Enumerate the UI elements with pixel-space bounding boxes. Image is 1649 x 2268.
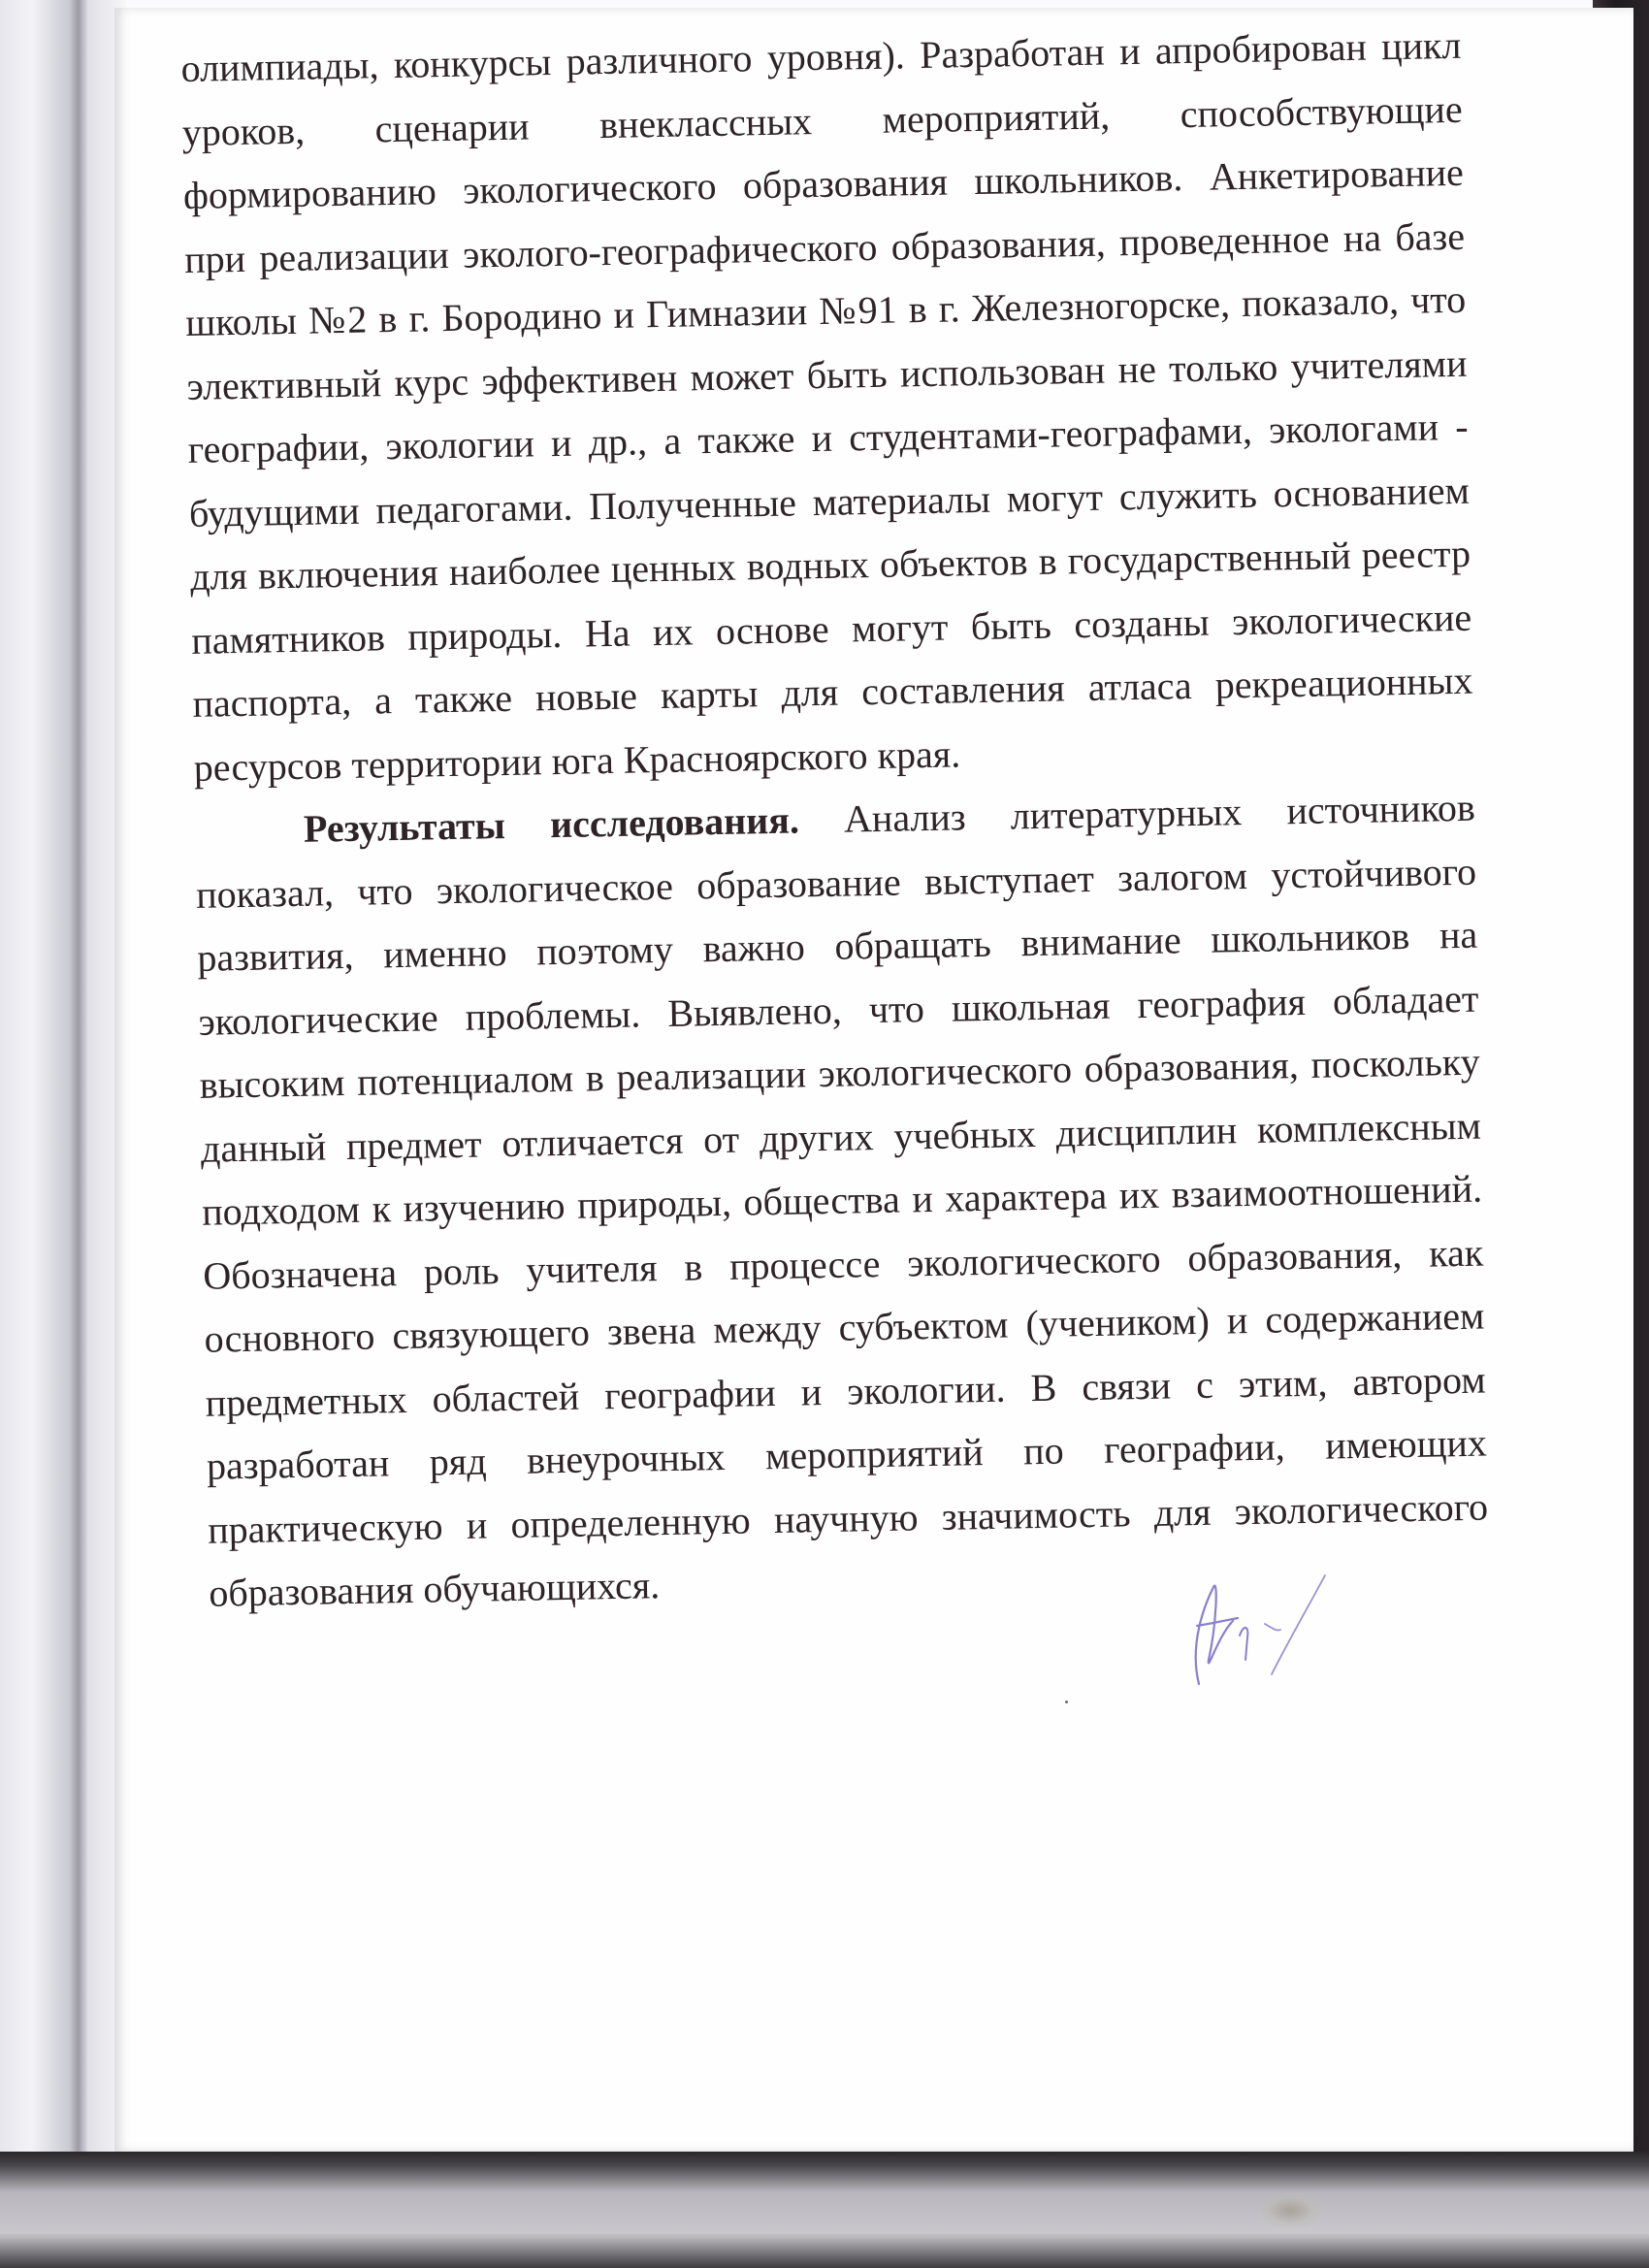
body-text xyxy=(180,14,1490,1625)
paragraph-continuation: олимпиады, конкурсы различного уровня). Разработан и апробирован цикл уроков, сценарии внеклассных мероприятий, способствующие формированию экологического образования школьников. Анкетирование при реализации эколого-географического образования, проведенное на базе школы №2 в г. Бородино и Гимназии №91 в г. Железногорске, показало, что элективный курс эффективен может быть использован не только учителями географии, экологии и др., а также и студентами-географами, экологами - будущими педагогами. Полученные материалы могут служить основанием для включения наиболее ценных водных объектов в государственный реестр памятников природы. На их основе могут быть созданы экологические паспорта, а также новые карты для составления атласа рекреационных ресурсов территории юга Красноярского края. xyxy=(180,22,1473,790)
paragraph-results xyxy=(194,776,1489,1626)
document-page xyxy=(114,8,1633,2152)
binding-fold-shadow xyxy=(0,0,126,2163)
results-heading: Результаты исследования. xyxy=(303,797,800,851)
ink-dot xyxy=(1065,1701,1068,1703)
smudge-mark xyxy=(1261,2194,1319,2227)
results-body: Анализ литературных источников показал, что экологическое образование выступает залогом устойчивого развития, именно поэтому важно обращать внимание школьников на экологические проблемы. Выявлено, что школьная география обладает высоким потенциалом в реализации экологического образования, поскольку данный предмет отличается от других учебных дисциплин комплексным подходом к изучению природы, общества и характера их взаимоотношений. Обозначена роль учителя в процессе экологического образования, как основного связующего звена между субъектом (учеником) и содержанием предметных областей географии и экологии. В связи с этим, автором разработан ряд внеурочных мероприятий по географии, имеющих практическую и определенную научную значимость для экологического образования обучающихся. xyxy=(195,785,1489,1615)
scanner-edge-bottom xyxy=(0,2152,1649,2268)
handwritten-signature xyxy=(1180,1568,1335,1694)
